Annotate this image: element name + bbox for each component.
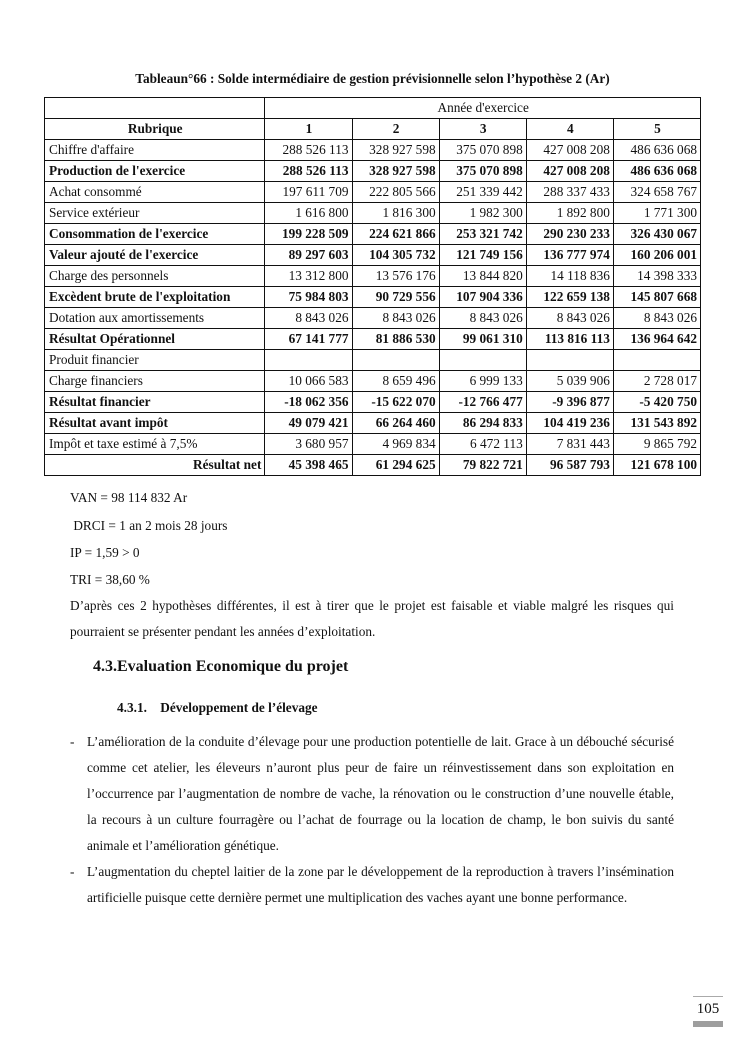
value-cell: 486 636 068 (613, 161, 700, 182)
table-row (45, 392, 701, 413)
value-cell: 107 904 336 (439, 287, 526, 308)
table-row (45, 161, 701, 182)
value-cell: 136 777 974 (526, 245, 613, 266)
table-caption: Tableaun°66 : Solde intermédiaire de gestion prévisionnelle selon l’hypothèse 2 (Ar) (135, 71, 610, 86)
bullet-text: L’augmentation du cheptel laitier de la zone par le développement de la reproduction à travers l’insémination artificielle puisque cette dernière permet une multiplication des vaches ayant une bonne performance. (87, 864, 674, 905)
value-cell: 375 070 898 (439, 161, 526, 182)
value-cell: 67 141 777 (265, 329, 352, 350)
value-cell: 104 305 732 (352, 245, 439, 266)
value-cell: 10 066 583 (265, 371, 352, 392)
year-header: 2 (352, 119, 439, 140)
row-label: Produit financier (45, 350, 265, 371)
value-cell: 61 294 625 (352, 455, 439, 476)
row-label: Chiffre d'affaire (45, 140, 265, 161)
value-cell: 222 805 566 (352, 182, 439, 203)
annee-exercice-header: Année d'exercice (265, 98, 701, 119)
tri-indicator: TRI = 38,60 % (70, 572, 150, 587)
table-row (45, 434, 701, 455)
value-cell: 99 061 310 (439, 329, 526, 350)
subsection-heading (117, 700, 318, 716)
value-cell (352, 350, 439, 371)
table-header-row (45, 119, 701, 140)
value-cell: 8 659 496 (352, 371, 439, 392)
value-cell: 326 430 067 (613, 224, 700, 245)
value-cell: 121 678 100 (613, 455, 700, 476)
value-cell: 2 728 017 (613, 371, 700, 392)
page-number-bar (693, 1021, 723, 1027)
value-cell: 1 816 300 (352, 203, 439, 224)
bullet-item (70, 729, 674, 859)
value-cell: 1 892 800 (526, 203, 613, 224)
value-cell: 288 337 433 (526, 182, 613, 203)
year-header: 4 (526, 119, 613, 140)
bullet-text: L’amélioration de la conduite d’élevage pour une production potentielle de lait. Grace à un débouché sécurisé comme cet atelier, les éleveurs n’auront plus peur de faire un réinvestissement dans son exploitation en l’occurrence par l’augmentation de nombre de vache, la rénovation ou le construction d’une nouvelle étable, la recours à un culture fourragère ou l’achat de fourrage ou la location de champ, le bon suivis du santé animale et l’amélioration génétique. (87, 734, 674, 853)
value-cell: 4 969 834 (352, 434, 439, 455)
row-label: Charge des personnels (45, 266, 265, 287)
value-cell: 8 843 026 (352, 308, 439, 329)
value-cell: -15 622 070 (352, 392, 439, 413)
value-cell: 75 984 803 (265, 287, 352, 308)
value-cell: 113 816 113 (526, 329, 613, 350)
value-cell: 6 472 113 (439, 434, 526, 455)
bullet-dash: - (70, 864, 75, 879)
value-cell: 1 616 800 (265, 203, 352, 224)
empty-header-cell (45, 98, 265, 119)
value-cell: 89 297 603 (265, 245, 352, 266)
value-cell: 5 039 906 (526, 371, 613, 392)
value-cell: 328 927 598 (352, 161, 439, 182)
value-cell: -12 766 477 (439, 392, 526, 413)
value-cell: -18 062 356 (265, 392, 352, 413)
bullet-item (70, 859, 674, 911)
value-cell: 49 079 421 (265, 413, 352, 434)
value-cell: 1 982 300 (439, 203, 526, 224)
value-cell: 131 543 892 (613, 413, 700, 434)
value-cell: -9 396 877 (526, 392, 613, 413)
value-cell: 328 927 598 (352, 140, 439, 161)
page-number: 105 (693, 996, 723, 1018)
row-label: Résultat net (45, 455, 265, 476)
drci-indicator: DRCI = 1 an 2 mois 28 jours (70, 518, 228, 533)
value-cell: 288 526 113 (265, 140, 352, 161)
row-label: Résultat avant impôt (45, 413, 265, 434)
value-cell: 199 228 509 (265, 224, 352, 245)
value-cell: -5 420 750 (613, 392, 700, 413)
value-cell: 8 843 026 (526, 308, 613, 329)
row-label: Dotation aux amortissements (45, 308, 265, 329)
value-cell: 14 118 836 (526, 266, 613, 287)
table-row (45, 287, 701, 308)
value-cell: 9 865 792 (613, 434, 700, 455)
row-label: Achat consommé (45, 182, 265, 203)
value-cell (439, 350, 526, 371)
value-cell: 290 230 233 (526, 224, 613, 245)
value-cell: 6 999 133 (439, 371, 526, 392)
table-row (45, 224, 701, 245)
value-cell: 7 831 443 (526, 434, 613, 455)
table-group-header-row (45, 98, 701, 119)
row-label: Valeur ajouté de l'exercice (45, 245, 265, 266)
rubrique-header: Rubrique (45, 119, 265, 140)
value-cell: 288 526 113 (265, 161, 352, 182)
table-row (45, 140, 701, 161)
row-label: Résultat Opérationnel (45, 329, 265, 350)
row-label: Résultat financier (45, 392, 265, 413)
section-heading: 4.3.Evaluation Economique du projet (93, 658, 349, 675)
table-row (45, 308, 701, 329)
value-cell: 375 070 898 (439, 140, 526, 161)
value-cell: 81 886 530 (352, 329, 439, 350)
van-indicator: VAN = 98 114 832 Ar (70, 490, 188, 505)
row-label: Charge financiers (45, 371, 265, 392)
value-cell: 45 398 465 (265, 455, 352, 476)
row-label: Consommation de l'exercice (45, 224, 265, 245)
table-row (45, 413, 701, 434)
value-cell: 79 822 721 (439, 455, 526, 476)
table-row (45, 266, 701, 287)
value-cell: 13 312 800 (265, 266, 352, 287)
value-cell: 486 636 068 (613, 140, 700, 161)
conclusion-paragraph: D’après ces 2 hypothèses différentes, il est à tirer que le projet est faisable et viable malgré les risques qui pourraient se présenter pendant les années d’exploitation. (70, 598, 674, 639)
table-row (45, 350, 701, 371)
value-cell: 224 621 866 (352, 224, 439, 245)
subsection-number: 4.3.1. (117, 700, 147, 715)
ip-indicator: IP = 1,59 > 0 (70, 545, 140, 560)
row-label: Excèdent brute de l'exploitation (45, 287, 265, 308)
value-cell: 104 419 236 (526, 413, 613, 434)
value-cell: 122 659 138 (526, 287, 613, 308)
value-cell: 14 398 333 (613, 266, 700, 287)
value-cell: 197 611 709 (265, 182, 352, 203)
table-row (45, 329, 701, 350)
year-header: 1 (265, 119, 352, 140)
bullet-dash: - (70, 734, 75, 749)
value-cell: 90 729 556 (352, 287, 439, 308)
value-cell: 251 339 442 (439, 182, 526, 203)
table-row (45, 245, 701, 266)
value-cell: 427 008 208 (526, 161, 613, 182)
value-cell: 8 843 026 (439, 308, 526, 329)
value-cell (265, 350, 352, 371)
table-row (45, 182, 701, 203)
value-cell (526, 350, 613, 371)
value-cell: 13 844 820 (439, 266, 526, 287)
value-cell: 121 749 156 (439, 245, 526, 266)
row-label: Service extérieur (45, 203, 265, 224)
value-cell: 253 321 742 (439, 224, 526, 245)
value-cell: 1 771 300 (613, 203, 700, 224)
value-cell: 96 587 793 (526, 455, 613, 476)
row-label: Impôt et taxe estimé à 7,5% (45, 434, 265, 455)
value-cell: 8 843 026 (265, 308, 352, 329)
year-header: 5 (613, 119, 700, 140)
value-cell: 3 680 957 (265, 434, 352, 455)
table-row (45, 455, 701, 476)
value-cell: 427 008 208 (526, 140, 613, 161)
value-cell: 145 807 668 (613, 287, 700, 308)
value-cell: 13 576 176 (352, 266, 439, 287)
year-header: 3 (439, 119, 526, 140)
table-row (45, 203, 701, 224)
value-cell: 136 964 642 (613, 329, 700, 350)
value-cell (613, 350, 700, 371)
row-label: Production de l'exercice (45, 161, 265, 182)
value-cell: 66 264 460 (352, 413, 439, 434)
subsection-title: Développement de l’élevage (160, 700, 318, 715)
value-cell: 160 206 001 (613, 245, 700, 266)
table-row (45, 371, 701, 392)
value-cell: 8 843 026 (613, 308, 700, 329)
value-cell: 86 294 833 (439, 413, 526, 434)
sig-table (44, 97, 701, 476)
value-cell: 324 658 767 (613, 182, 700, 203)
